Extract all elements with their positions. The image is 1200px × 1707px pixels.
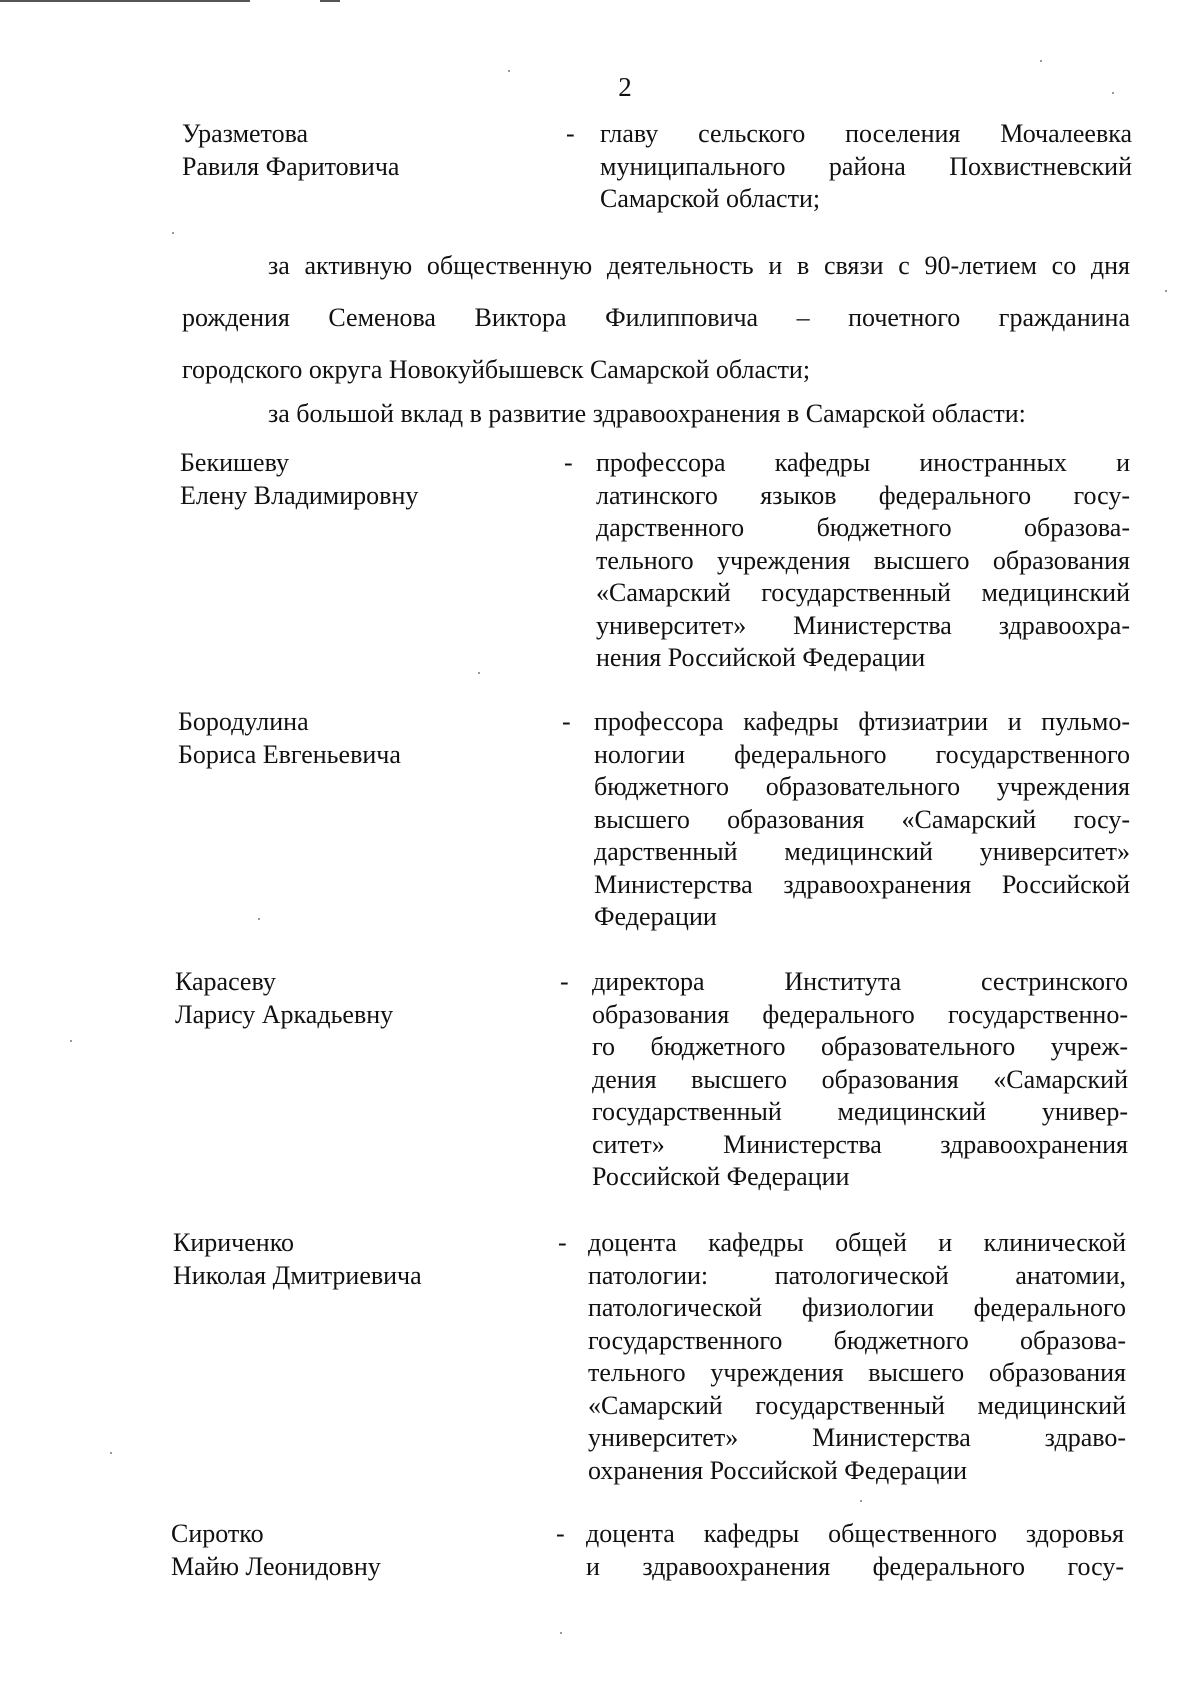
scan-speck [478,672,480,674]
position-line: доцента кафедры общественного здоровья [586,1519,1124,1548]
position-line: нения Российской Федерации [596,643,926,672]
recipient-position [600,118,1132,216]
recipient-position [586,1518,1124,1583]
recipient-name [175,966,515,1031]
recipient-surname: Уразметова [182,119,309,148]
position-line: ситет» Министерства здравоохранения [592,1129,1128,1159]
entry-dash: - [566,119,575,148]
position-line: Российской Федерации [592,1162,850,1191]
position-line: тельного учреждения высшего образования [596,545,1130,575]
recipient-name [173,1227,513,1292]
position-line: профессора кафедры фтизиатрии и пульмо- [594,707,1130,736]
position-line: университет» Министерства здравоохра- [596,610,1130,640]
recipient-name [180,447,520,512]
paragraph-line: городского округа Новокуйбышевск Самарской области; [182,355,811,384]
scan-edge-line [0,0,250,2]
position-line: директора Института сестринского [592,967,1128,996]
recipient-position [592,966,1128,1194]
position-line: дарственного бюджетного образова- [596,513,1130,542]
recipient-given-names: Николая Дмитриевича [173,1260,422,1290]
scan-speck [508,70,510,72]
position-line: Министерства здравоохранения Российской [594,869,1130,899]
scan-speck [110,1452,112,1454]
recipient-given-names: Бориса Евгеньевича [178,739,401,769]
position-line: муниципального района Похвистневский [600,151,1132,181]
position-line: главу сельского поселения Мочалеевка [600,119,1132,148]
section-intro: за большой вклад в развитие здравоохранения в Самарской области: [268,399,1026,428]
award-paragraph [182,240,1130,396]
recipient-given-names: Ларису Аркадьевну [175,999,394,1029]
position-line: доцента кафедры общей и клинической [588,1228,1126,1257]
recipient-name [171,1518,511,1583]
position-line: охранения Российской Федерации [588,1455,968,1485]
position-line: «Самарский государственный медицинский [588,1390,1126,1420]
entry-dash: - [556,1519,565,1548]
recipient-given-names: Майю Леонидовну [171,1551,381,1581]
recipient-surname: Бородулина [178,707,309,736]
position-line: государственного бюджетного образова- [588,1325,1126,1355]
position-line: патологии: патологической анатомии, [588,1260,1126,1290]
paragraph-line: за активную общественную деятельность и в связи с 90-летием со дня [268,251,1130,280]
recipient-name [182,118,522,183]
position-line: Самарской области; [600,184,821,213]
entry-dash: - [560,967,569,996]
recipient-surname: Сиротко [171,1519,264,1548]
scan-speck [258,918,260,920]
page-number: 2 [618,72,632,102]
recipient-name [178,706,518,771]
position-line: го бюджетного образовательного учреж- [592,1032,1128,1061]
position-line: патологической физиологии федерального [588,1293,1126,1322]
recipient-position [596,447,1130,675]
position-line: «Самарский государственный медицинский [596,578,1130,607]
entry-dash: - [562,707,571,736]
position-line: государственный медицинский универ- [592,1097,1128,1126]
position-line: латинского языков федерального госу- [596,480,1130,510]
position-line: образования федерального государственно- [592,999,1128,1029]
recipient-surname: Кириченко [173,1228,295,1257]
recipient-position [594,706,1130,934]
entry-dash: - [558,1228,567,1257]
position-line: университет» Министерства здраво- [588,1423,1126,1452]
recipient-surname: Бекишеву [180,448,289,477]
position-line: нологии федерального государственного [594,739,1130,769]
position-line: и здравоохранения федерального госу- [586,1551,1124,1581]
entry-dash: - [564,448,573,477]
position-line: тельного учреждения высшего образования [588,1358,1126,1387]
position-line: бюджетного образовательного учреждения [594,772,1130,801]
recipient-given-names: Равиля Фаритовича [182,151,400,181]
scan-speck [70,1040,72,1042]
position-line: дарственный медицинский университет» [594,837,1130,866]
recipient-position [588,1227,1126,1487]
scan-speck [1112,92,1114,94]
position-line: дения высшего образования «Самарский [592,1064,1128,1094]
recipient-given-names: Елену Владимировну [180,480,419,510]
scan-speck [560,1632,562,1634]
scan-speck [1040,60,1042,62]
scan-edge-line [320,0,340,2]
scan-speck [172,232,174,234]
position-line: профессора кафедры иностранных и [596,448,1130,477]
position-line: Федерации [594,902,717,931]
scan-speck [860,1500,862,1502]
paragraph-line: рождения Семенова Виктора Филипповича – почетного гражданина [182,303,1130,332]
recipient-surname: Карасеву [175,967,276,996]
scan-speck [1165,290,1167,292]
position-line: высшего образования «Самарский госу- [594,804,1130,834]
